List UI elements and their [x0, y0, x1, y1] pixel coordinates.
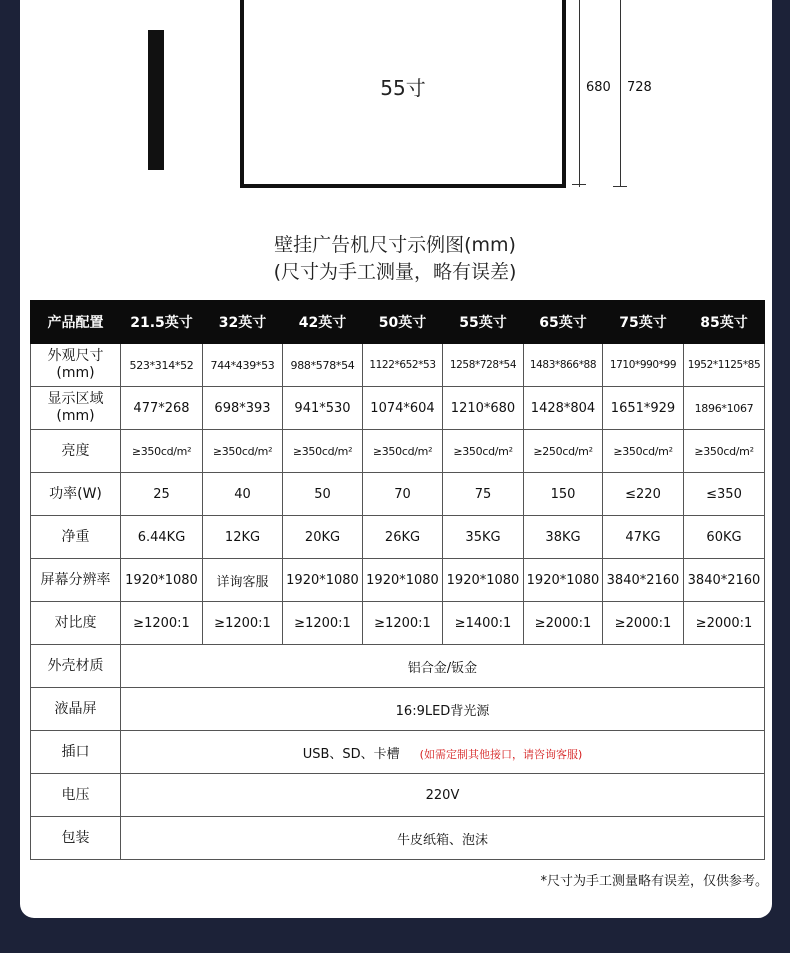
table-cell: 38KG — [524, 516, 603, 559]
table-cell: ≥2000:1 — [524, 602, 603, 645]
table-cell: 70 — [363, 473, 443, 516]
table-cell: ≥1200:1 — [363, 602, 443, 645]
row-label: 液晶屏 — [31, 688, 121, 731]
row-label: 电压 — [31, 774, 121, 817]
row-label: 屏幕分辨率 — [31, 559, 121, 602]
diagram-title: 壁挂广告机尺寸示例图(mm) — [274, 234, 516, 256]
header-42: 42英寸 — [283, 301, 363, 344]
header-32: 32英寸 — [203, 301, 283, 344]
tv-size-label: 55寸 — [380, 76, 426, 100]
table-cell: 1920*1080 — [283, 559, 363, 602]
table-header-row — [31, 301, 765, 344]
tv-side-view — [148, 30, 164, 170]
table-cell: 1651*929 — [603, 387, 684, 430]
table-cell: ≥350cd/m² — [443, 430, 524, 473]
table-row — [31, 774, 765, 817]
row-label: 亮度 — [31, 430, 121, 473]
diagram-subtitle: (尺寸为手工测量，略有误差) — [273, 261, 517, 283]
merged-cell: 220V — [121, 774, 765, 817]
table-row — [31, 731, 765, 774]
header-65: 65英寸 — [524, 301, 603, 344]
table-cell: 50 — [283, 473, 363, 516]
dimension-label-outer: 728 — [627, 80, 652, 95]
table-cell: ≤220 — [603, 473, 684, 516]
row-label: 外壳材质 — [31, 645, 121, 688]
table-cell: 详询客服 — [203, 559, 283, 602]
table-cell: ≥350cd/m² — [684, 430, 765, 473]
row-label: 包装 — [31, 817, 121, 860]
table-cell: 26KG — [363, 516, 443, 559]
dimension-label-inner: 680 — [586, 80, 611, 95]
table-cell: ≥350cd/m² — [121, 430, 203, 473]
ports-value: USB、SD、卡槽 — [302, 746, 400, 762]
table-cell: ≥350cd/m² — [363, 430, 443, 473]
table-cell: 3840*2160 — [603, 559, 684, 602]
table-row — [31, 344, 765, 387]
table-cell: 1920*1080 — [443, 559, 524, 602]
table-cell: 1952*1125*85 — [684, 344, 765, 387]
table-cell: ≥2000:1 — [684, 602, 765, 645]
dimension-tick-outer — [613, 186, 627, 187]
header-85: 85英寸 — [684, 301, 765, 344]
table-cell: 60KG — [684, 516, 765, 559]
footnote: *尺寸为手工测量略有误差，仅供参考。 — [540, 874, 768, 889]
table-row — [31, 645, 765, 688]
table-row — [31, 602, 765, 645]
table-cell: 1710*990*99 — [603, 344, 684, 387]
table-cell: ≥1200:1 — [121, 602, 203, 645]
table-cell: ≥2000:1 — [603, 602, 684, 645]
table-cell: 1920*1080 — [524, 559, 603, 602]
dimension-line-inner — [579, 0, 580, 187]
row-label: 外观尺寸 (mm) — [31, 344, 121, 387]
header-55: 55英寸 — [443, 301, 524, 344]
table-cell: 941*530 — [283, 387, 363, 430]
table-cell: 1074*604 — [363, 387, 443, 430]
table-row — [31, 473, 765, 516]
table-cell: 1258*728*54 — [443, 344, 524, 387]
row-label: 净重 — [31, 516, 121, 559]
table-row — [31, 387, 765, 430]
header-21-5: 21.5英寸 — [121, 301, 203, 344]
tv-front-view — [240, 0, 566, 188]
table-cell: 75 — [443, 473, 524, 516]
dimension-tick-inner — [572, 184, 586, 185]
table-cell: 150 — [524, 473, 603, 516]
table-cell: 40 — [203, 473, 283, 516]
merged-cell — [121, 731, 765, 774]
merged-cell: 铝合金/钣金 — [121, 645, 765, 688]
table-cell: 1920*1080 — [121, 559, 203, 602]
header-50: 50英寸 — [363, 301, 443, 344]
table-cell: ≥250cd/m² — [524, 430, 603, 473]
table-cell: 1210*680 — [443, 387, 524, 430]
dimension-line-outer — [620, 0, 621, 187]
table-cell: 1428*804 — [524, 387, 603, 430]
table-cell: 25 — [121, 473, 203, 516]
table-cell: ≥1200:1 — [283, 602, 363, 645]
table-row — [31, 516, 765, 559]
table-row — [31, 559, 765, 602]
table-cell: ≥1400:1 — [443, 602, 524, 645]
table-cell: 744*439*53 — [203, 344, 283, 387]
table-cell: 35KG — [443, 516, 524, 559]
table-cell: 698*393 — [203, 387, 283, 430]
table-cell: ≥350cd/m² — [203, 430, 283, 473]
table-cell: ≥1200:1 — [203, 602, 283, 645]
header-75: 75英寸 — [603, 301, 684, 344]
merged-cell: 16:9LED背光源 — [121, 688, 765, 731]
table-cell: 1920*1080 — [363, 559, 443, 602]
table-cell: 1896*1067 — [684, 387, 765, 430]
spec-table — [30, 300, 765, 860]
table-cell: 12KG — [203, 516, 283, 559]
row-label: 插口 — [31, 731, 121, 774]
merged-cell: 牛皮纸箱、泡沫 — [121, 817, 765, 860]
table-cell: 1122*652*53 — [363, 344, 443, 387]
header-config: 产品配置 — [31, 301, 121, 344]
table-cell: ≥350cd/m² — [603, 430, 684, 473]
table-cell: ≤350 — [684, 473, 765, 516]
table-cell: 477*268 — [121, 387, 203, 430]
table-cell: 6.44KG — [121, 516, 203, 559]
table-cell: 20KG — [283, 516, 363, 559]
row-label: 对比度 — [31, 602, 121, 645]
table-row — [31, 430, 765, 473]
table-cell: 988*578*54 — [283, 344, 363, 387]
custom-port-note: (如需定制其他接口，请咨询客服) — [419, 747, 583, 761]
table-cell: 523*314*52 — [121, 344, 203, 387]
table-row — [31, 688, 765, 731]
table-cell: 1483*866*88 — [524, 344, 603, 387]
table-cell: 3840*2160 — [684, 559, 765, 602]
row-label: 显示区域 (mm) — [31, 387, 121, 430]
row-label: 功率(W) — [31, 473, 121, 516]
table-row — [31, 817, 765, 860]
table-cell: 47KG — [603, 516, 684, 559]
table-cell: ≥350cd/m² — [283, 430, 363, 473]
